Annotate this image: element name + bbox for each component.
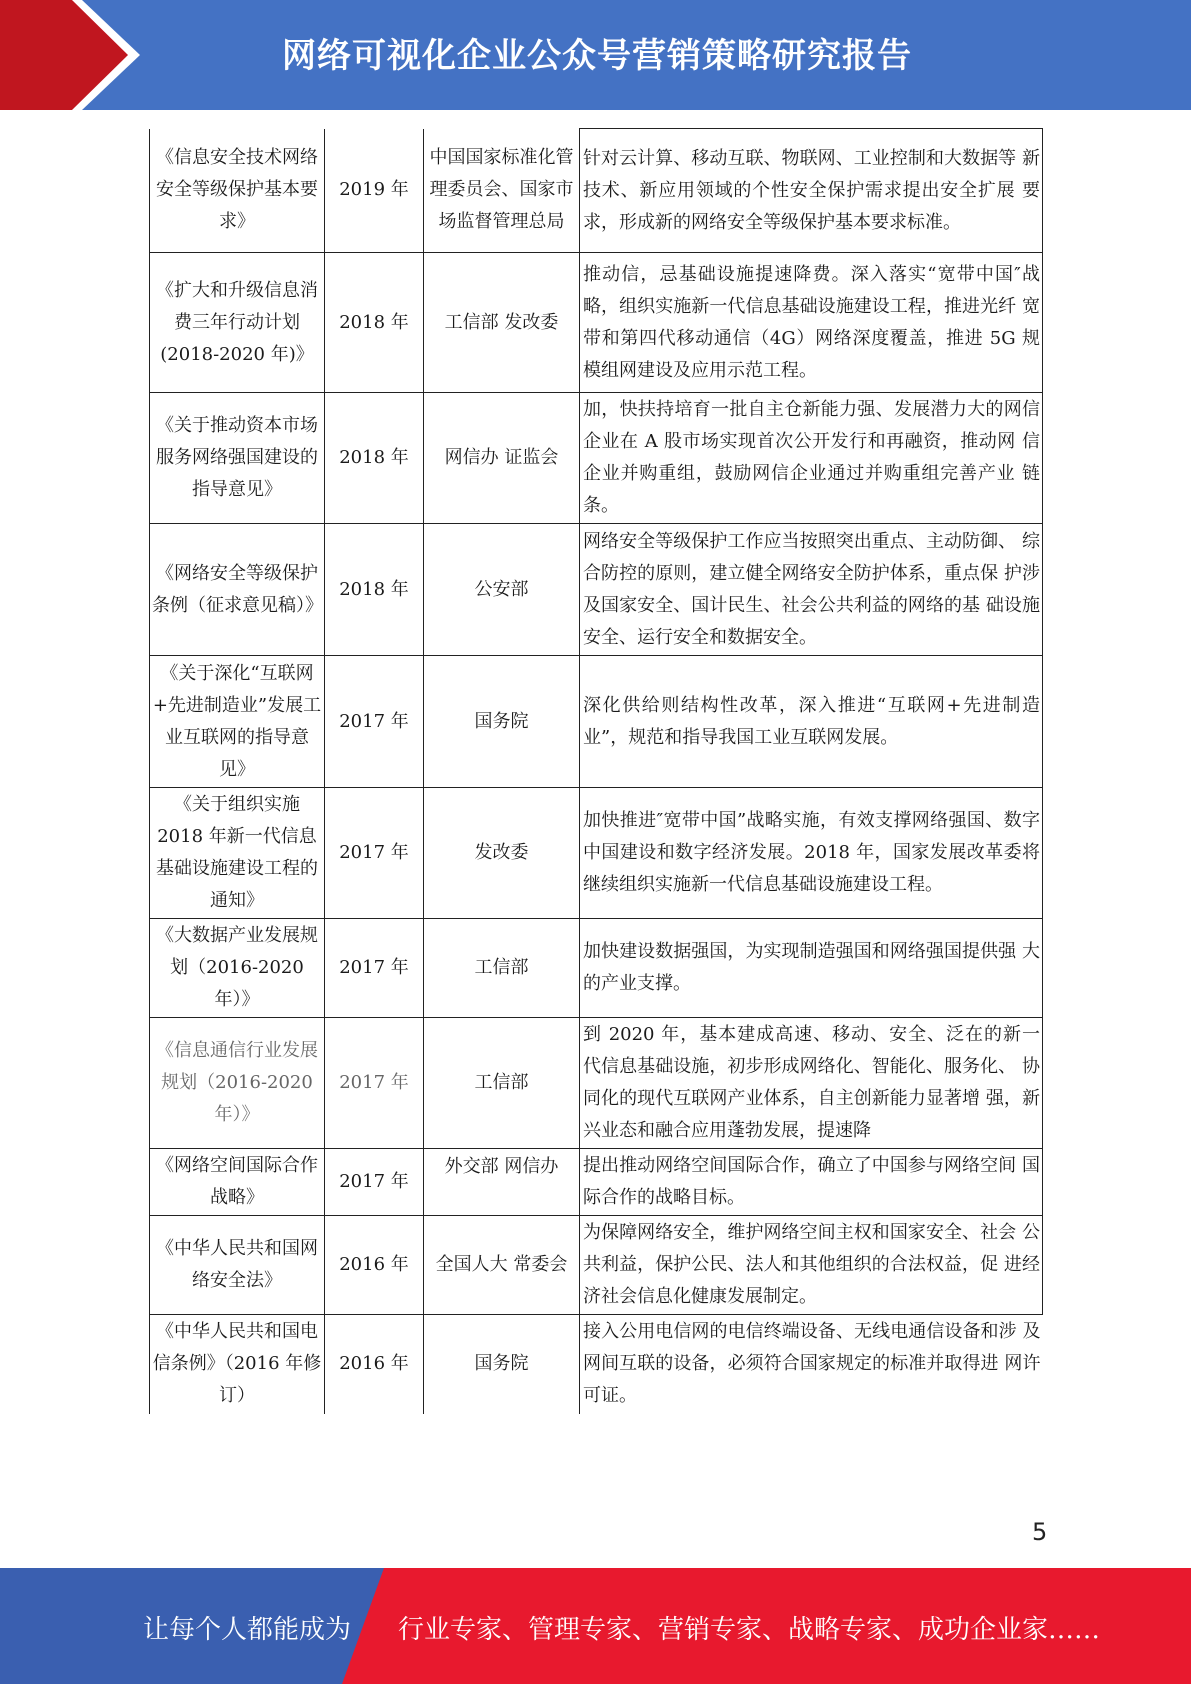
table-row bbox=[150, 1315, 1043, 1414]
policy-dept: 全国人大 常委会 bbox=[424, 1216, 580, 1315]
policy-year: 2017 年 bbox=[325, 919, 424, 1018]
policy-year: 2016 年 bbox=[325, 1315, 424, 1414]
policy-name: 《扩大和升级信息消费三年行动计划(2018-2020 年)》 bbox=[150, 253, 325, 393]
policy-year: 2016 年 bbox=[325, 1216, 424, 1315]
policy-year: 2017 年 bbox=[325, 656, 424, 788]
policy-content: 加快建设数据强国，为实现制造强国和网络强国提供强 大的产业支撑。 bbox=[580, 919, 1043, 1018]
policy-content: 推动信，忌基础设施提速降费。深入落实“宽带中国″战 略，组织实施新一代信息基础设施建设工程，推进光纤 宽带和第四代移动通信（4G）网络深度覆盖，推进 5G 规模组网建设及应用示范工程。 bbox=[580, 253, 1043, 393]
policy-year: 2018 年 bbox=[325, 524, 424, 656]
policy-year: 2017 年 bbox=[325, 1018, 424, 1149]
policy-year: 2018 年 bbox=[325, 393, 424, 524]
policy-dept: 公安部 bbox=[424, 524, 580, 656]
policy-content: 为保障网络安全，维护网络空间主权和国家安全、社会 公共利益，保护公民、法人和其他组织的合法权益，促 进经济社会信息化健康发展制定。 bbox=[580, 1216, 1043, 1315]
table-row bbox=[150, 788, 1043, 919]
policy-name: 《网络安全等级保护条例（征求意见稿）》 bbox=[150, 524, 325, 656]
report-title: 网络可视化企业公众号营销策略研究报告 bbox=[282, 36, 912, 76]
policy-name: 《大数据产业发展规划（2016-2020 年）》 bbox=[150, 919, 325, 1018]
policy-dept: 工信部 bbox=[424, 919, 580, 1018]
table-row bbox=[150, 253, 1043, 393]
policy-name: 《信息安全技术网络安全等级保护基本要求》 bbox=[150, 129, 325, 253]
policy-name: 《关于推动资本市场服务网络强国建设的指导意见》 bbox=[150, 393, 325, 524]
policy-content: 接入公用电信网的电信终端设备、无线电通信设备和涉 及网间互联的设备，必须符合国家规定的标准并取得进 网许可证。 bbox=[583, 1321, 1041, 1407]
policy-content: 网络安全等级保护工作应当按照突出重点、主动防御、 综合防控的原则，建立健全网络安全防护体系，重点保 护涉及国家安全、国计民生、社会公共利益的网络的基 础设施安全、运行安全和数据安全。 bbox=[580, 524, 1043, 656]
policy-content: 深化供给则结构性改革，深入推进“互联网+先进制造 业”，规范和指导我国工业互联网发展。 bbox=[580, 656, 1043, 788]
policy-dept: 发改委 bbox=[424, 788, 580, 919]
table-row bbox=[150, 656, 1043, 788]
policy-content: 提出推动网络空间国际合作，确立了中国参与网络空间 国际合作的战略目标。 bbox=[580, 1149, 1043, 1216]
policy-year: 2017 年 bbox=[325, 1149, 424, 1216]
policy-content: 到 2020 年，基本建成高速、移动、安全、泛在的新一 代信息基础设施，初步形成网络化、智能化、服务化、 协同化的现代互联网产业体系，自主创新能力显著增 强，新兴业态和融合应用蓬勃发展，提速降 bbox=[580, 1018, 1043, 1149]
table-row bbox=[150, 1018, 1043, 1149]
policy-content: 加快推进″宽带中国”战略实施，有效支撑网络强国、数字中国建设和数字经济发展。2018 年，国家发展改革委将继续组织实施新一代信息基础设施建设工程。 bbox=[580, 788, 1043, 919]
policy-year: 2017 年 bbox=[325, 788, 424, 919]
header-red-arrow bbox=[0, 0, 130, 110]
policy-content: 加，快扶持培育一批自主仓新能力强、发展潜力大的网信 企业在 A 股市场实现首次公开发行和再融资，推动网 信企业并购重组，鼓励网信企业通过并购重组完善产业 链条。 bbox=[580, 393, 1043, 524]
policy-dept: 外交部 网信办 bbox=[424, 1149, 580, 1216]
table-row bbox=[150, 129, 1043, 253]
page-header bbox=[0, 0, 1191, 110]
table-row bbox=[150, 524, 1043, 656]
policy-dept: 网信办 证监会 bbox=[424, 393, 580, 524]
policy-name: 《网络空间国际合作战略》 bbox=[150, 1149, 325, 1216]
policy-name: 《关于深化“互联网+先进制造业”发展工业互联网的指导意见》 bbox=[150, 656, 325, 788]
policy-dept: 工信部 bbox=[424, 1018, 580, 1149]
footer-slogan-right: 行业专家、管理专家、营销专家、战略专家、成功企业家…… bbox=[398, 1615, 1101, 1645]
table-row bbox=[150, 1149, 1043, 1216]
table-row bbox=[150, 393, 1043, 524]
policy-year: 2018 年 bbox=[325, 253, 424, 393]
policy-name: 《信息通信行业发展规划（2016-2020 年）》 bbox=[150, 1018, 325, 1149]
policy-name: 《关于组织实施 2018 年新一代信息基础设施建设工程的通知》 bbox=[150, 788, 325, 919]
policy-name: 《中华人民共和国电信条例》（2016 年修订） bbox=[150, 1315, 325, 1414]
policy-dept: 国务院 bbox=[424, 1315, 580, 1414]
policy-content: 针对云计算、移动互联、物联网、工业控制和大数据等 新技术、新应用领域的个性安全保护需求提出安全扩展 要求，形成新的网络安全等级保护基本要求标准。 bbox=[580, 129, 1043, 253]
policy-table bbox=[149, 128, 1043, 1414]
table-row bbox=[150, 1216, 1043, 1315]
table-row bbox=[150, 919, 1043, 1018]
page-number: 5 bbox=[1032, 1518, 1048, 1546]
footer-slogan-left: 让每个人都能成为 bbox=[143, 1615, 352, 1645]
page-footer bbox=[0, 1568, 1191, 1684]
policy-name: 《中华人民共和国网络安全法》 bbox=[150, 1216, 325, 1315]
policy-dept: 国务院 bbox=[424, 656, 580, 788]
policy-dept: 工信部 发改委 bbox=[424, 253, 580, 393]
policy-dept: 中国国家标准化管理委员会、国家市场监督管理总局 bbox=[424, 129, 580, 253]
policy-year: 2019 年 bbox=[325, 129, 424, 253]
